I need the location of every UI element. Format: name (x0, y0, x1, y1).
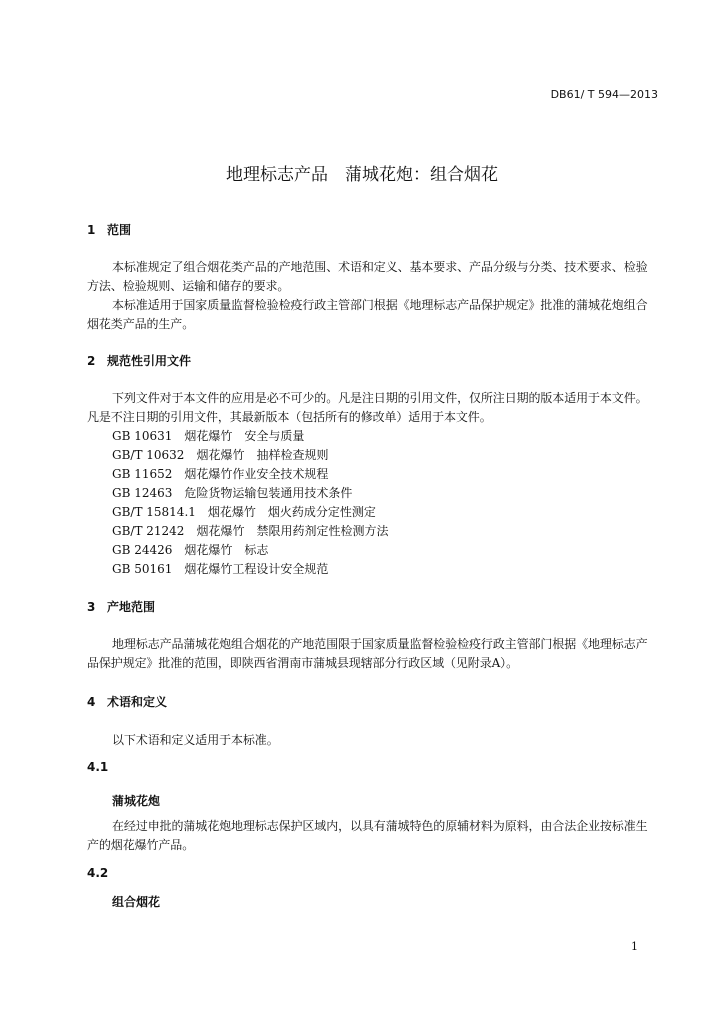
reference-name: 烟花爆竹 禁限用药剂定性检测方法 (196, 524, 389, 538)
paragraph: 地理标志产品蒲城花炮组合烟花的产地范围限于国家质量监督检验检疫行政主管部门根据《地理标志产品保护规定》批准的范围，即陕西省渭南市蒲城县现辖部分行政区域（见附录A）。 (87, 637, 648, 670)
term-definition: 在经过申批的蒲城花炮地理标志保护区域内，以具有蒲城特色的原辅材料为原料，由合法企业按标准生产的烟花爆竹产品。 (87, 819, 648, 852)
reference-item (112, 522, 388, 541)
reference-code: GB 50161 (112, 562, 173, 576)
reference-code: GB 12463 (112, 486, 173, 500)
paragraph: 本标准规定了组合烟花类产品的产地范围、术语和定义、基本要求、产品分级与分类、技术要求、检验方法、检验规则、运输和储存的要求。 (87, 260, 648, 293)
section-heading-origin-area (87, 598, 155, 615)
reference-name: 烟花爆竹 烟火药成分定性测定 (207, 505, 376, 519)
section-heading-normative-references (87, 352, 191, 369)
page-number: 1 (631, 940, 638, 953)
reference-code: GB 11652 (112, 467, 173, 481)
section-number: 4 (87, 695, 96, 709)
section-heading-scope (87, 221, 131, 238)
reference-name: 烟花爆竹 抽样检查规则 (196, 448, 329, 462)
paragraph: 下列文件对于本文件的应用是必不可少的。凡是注日期的引用文件，仅所注日期的版本适用于本文件。凡是不注日期的引用文件，其最新版本（包括所有的修改单）适用于本文件。 (87, 391, 648, 424)
reference-name: 烟花爆竹作业安全技术规程 (184, 467, 329, 481)
paragraph: 本标准适用于国家质量监督检验检疫行政主管部门根据《地理标志产品保护规定》批准的蒲城花炮组合烟花类产品的生产。 (87, 298, 648, 331)
reference-name: 危险货物运输包装通用技术条件 (184, 486, 353, 500)
reference-code: GB/T 21242 (112, 524, 185, 538)
section-number: 3 (87, 600, 96, 614)
standard-code: DB61/ T 594—2013 (550, 88, 658, 101)
reference-item (112, 427, 304, 446)
section-title: 范围 (107, 223, 132, 237)
reference-code: GB 10631 (112, 429, 173, 443)
reference-name: 烟花爆竹工程设计安全规范 (184, 562, 329, 576)
paragraph: 以下术语和定义适用于本标准。 (112, 733, 279, 747)
reference-item (112, 484, 352, 503)
reference-item (112, 560, 328, 579)
reference-item (112, 503, 376, 522)
reference-code: GB/T 10632 (112, 448, 185, 462)
reference-item (112, 541, 268, 560)
subsection-number: 4.2 (87, 866, 109, 880)
section-number: 1 (87, 223, 96, 237)
document-title: 地理标志产品 蒲城花炮：组合烟花 (226, 165, 498, 185)
subsection-number: 4.1 (87, 760, 109, 774)
term-name: 组合烟花 (112, 895, 161, 909)
section-heading-terms-definitions (87, 693, 167, 710)
section-title: 规范性引用文件 (107, 354, 192, 368)
reference-code: GB 24426 (112, 543, 173, 557)
reference-name: 烟花爆竹 安全与质量 (184, 429, 305, 443)
section-title: 产地范围 (107, 600, 156, 614)
term-name: 蒲城花炮 (112, 794, 161, 808)
reference-code: GB/T 15814.1 (112, 505, 196, 519)
reference-item (112, 465, 328, 484)
reference-item (112, 446, 328, 465)
section-title: 术语和定义 (107, 695, 168, 709)
reference-name: 烟花爆竹 标志 (184, 543, 269, 557)
section-number: 2 (87, 354, 96, 368)
